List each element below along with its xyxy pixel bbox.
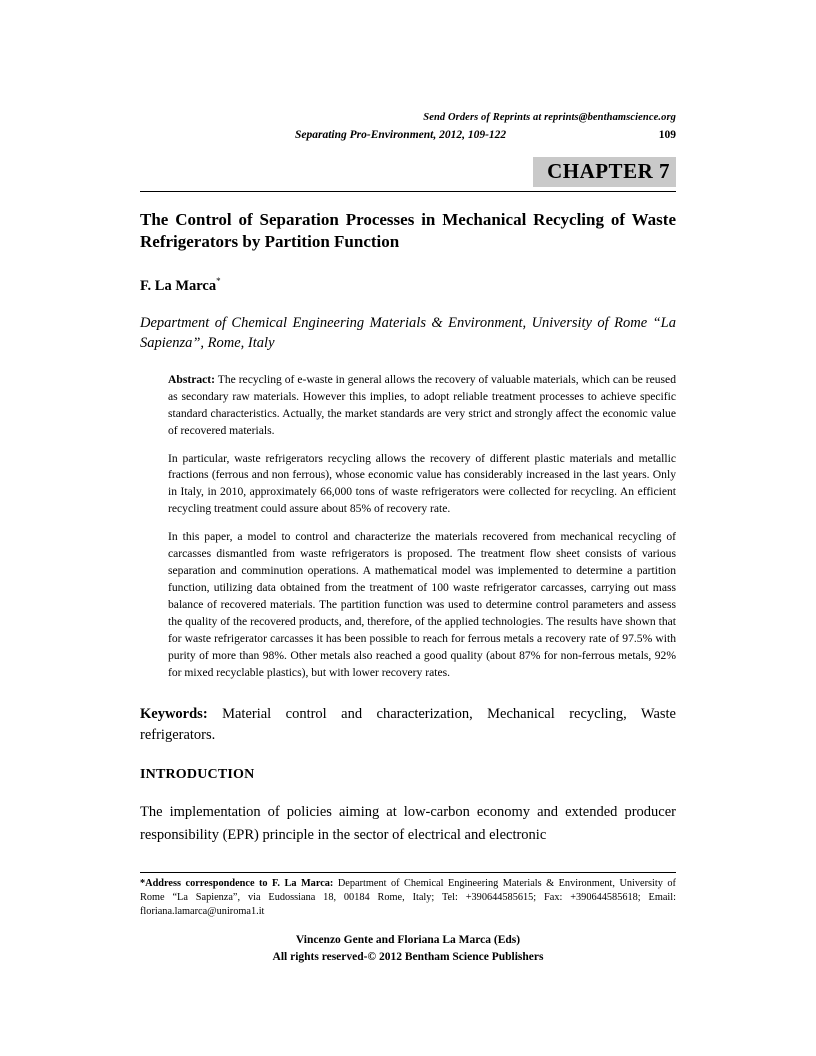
introduction-paragraph: The implementation of policies aiming at low-carbon economy and extended producer responsibility (EPR) principle in the sector of electrical and electronic [140,804,676,843]
colophon-rights: All rights reserved-© 2012 Bentham Science Publishers [272,950,544,963]
abstract-paragraph-3: In this paper, a model to control and characterize the materials recovered from mechanical recycling of carcasses dismantled from waste refrigerators is proposed. The treatment flow sheet consists of various separation and comminution operations. A mathematical model was implemented to determine a partition function, utilizing data obtained from the treatment of 100 waste refrigerator carcasses, carrying out mass balance of recovered materials. The partition function was used to determine control parameters and assess the quality of the recovered products, and, therefore, of the applied technologies. The results have shown that for waste refrigerator carcasses it has been possible to reach for ferrous metals a recovery rate of 97.5% with purity of more than 98%. Other metals also reached a good quality (about 87% for non-ferrous metals, 92% for mixed recyclable plastics), but with lower recovery rates. [168,530,676,679]
page-number: 109 [658,129,676,141]
page-title: The Control of Separation Processes in Mechanical Recycling of Waste Refrigerators by Partition Function [140,210,676,252]
keywords-text: Material control and characterization, Mechanical recycling, Waste refrigerators. [140,705,676,744]
colophon-editors: Vincenzo Gente and Floriana La Marca (Eds) [295,934,521,946]
author-footnote-mark: * [216,275,221,286]
reprint-notice: Send Orders of Reprints at reprints@benthamscience.org [423,112,676,123]
affiliation: Department of Chemical Engineering Materials & Environment, University of Rome “La Sapienza”, Rome, Italy [140,314,676,352]
keywords [140,704,676,748]
author-name [140,276,676,295]
journal-citation: Separating Pro-Environment, 2012, 109-122 [295,129,507,141]
abstract-block [140,372,676,682]
abstract-paragraph-1 [168,372,676,440]
footnote-label: *Address correspondence to F. La Marca: [140,878,334,889]
footnote-body: Department of Chemical Engineering Materials & Environment, University of Rome “La Sapienza”, via Eudossiana 18, 00184 Rome, Italy; Tel: +390644585615; Fax: +390644585618; Email: floriana.lamarca@uniroma1.it [140,878,676,918]
footnote-block [140,872,676,920]
chapter-banner-row [140,157,676,187]
abstract-text-1: The recycling of e-waste in general allows the recovery of valuable materials, which can be reused as secondary raw materials. However this implies, to adopt reliable treatment processes to achieve specific standard characteristics. Actually, the market standards are very strict and strongly affect the economic value of recovered materials. [168,372,676,437]
colophon [140,932,676,965]
journal-header [140,129,676,141]
keywords-label: Keywords: [140,705,208,722]
chapter-label: CHAPTER 7 [533,157,676,187]
section-heading-introduction: INTRODUCTION [140,767,255,783]
footnote-text [140,877,676,920]
abstract-label: Abstract: [168,372,216,386]
abstract-paragraph-2: In particular, waste refrigerators recycling allows the recovery of different plastic materials and metallic fractions (ferrous and non ferrous), whose economic value has considerably increased in the last years. Only in Italy, in 2010, approximately 66,000 tons of waste refrigerators were collected for recycling. An efficient recycling treatment could assure about 85% of recovery rate. [168,451,676,516]
header-divider [140,191,676,192]
page-content [140,0,676,846]
author-label: F. La Marca [140,277,217,294]
footnote-divider [140,872,676,873]
